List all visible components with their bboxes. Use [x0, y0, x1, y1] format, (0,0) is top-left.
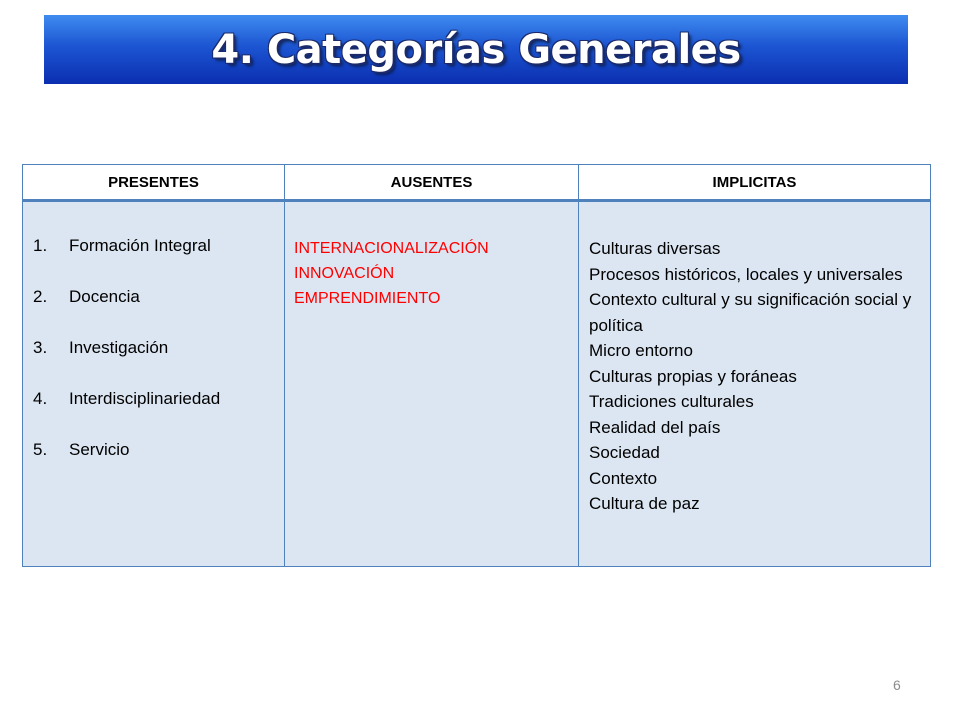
- list-item: Contexto cultural y su significación social y política: [589, 290, 912, 335]
- list-item: INNOVACIÓN: [294, 265, 395, 282]
- list-item: Culturas diversas: [589, 239, 721, 258]
- title-banner: [44, 15, 908, 84]
- slide-title: 4. Categorías Generales: [211, 26, 741, 73]
- ausentes-list: [285, 202, 578, 311]
- list-text: Investigación: [69, 338, 169, 357]
- list-number: 4.: [33, 389, 48, 408]
- presentes-list: [23, 202, 284, 491]
- list-item: [33, 440, 284, 491]
- list-item: [33, 287, 284, 338]
- list-text: Docencia: [69, 287, 140, 306]
- ausentes-cell: [285, 201, 579, 567]
- list-item: Realidad del país: [589, 417, 721, 437]
- list-text: Interdisciplinariedad: [69, 389, 221, 408]
- list-item: Sociedad: [589, 443, 660, 462]
- implicitas-list: [579, 202, 930, 517]
- list-number: 5.: [33, 440, 48, 459]
- header-presentes: PRESENTES: [23, 165, 285, 201]
- list-item: Procesos históricos, locales y universales: [589, 264, 903, 284]
- list-item: EMPRENDIMIENTO: [294, 290, 441, 307]
- list-item: [33, 389, 284, 440]
- list-item: Tradiciones culturales: [589, 392, 754, 411]
- list-item: [33, 236, 284, 287]
- list-item: Micro entorno: [589, 341, 693, 360]
- list-text: Servicio: [69, 440, 130, 459]
- header-implicitas: IMPLICITAS: [579, 165, 931, 201]
- list-item: Culturas propias y foráneas: [589, 366, 797, 386]
- list-item: INTERNACIONALIZACIÓN: [294, 240, 489, 257]
- list-text: Formación Integral: [69, 236, 211, 255]
- implicitas-cell: [579, 201, 931, 567]
- list-item: [33, 338, 284, 389]
- table-row: [23, 201, 931, 567]
- table-header-row: [23, 165, 931, 201]
- header-ausentes: AUSENTES: [285, 165, 579, 201]
- page-number: 6: [893, 677, 901, 693]
- list-number: 3.: [33, 338, 48, 357]
- list-item: Contexto: [589, 468, 658, 488]
- categories-table: [22, 164, 931, 567]
- list-number: 1.: [33, 236, 48, 255]
- list-number: 2.: [33, 287, 48, 306]
- list-item: Cultura de paz: [589, 494, 700, 513]
- presentes-cell: [23, 201, 285, 567]
